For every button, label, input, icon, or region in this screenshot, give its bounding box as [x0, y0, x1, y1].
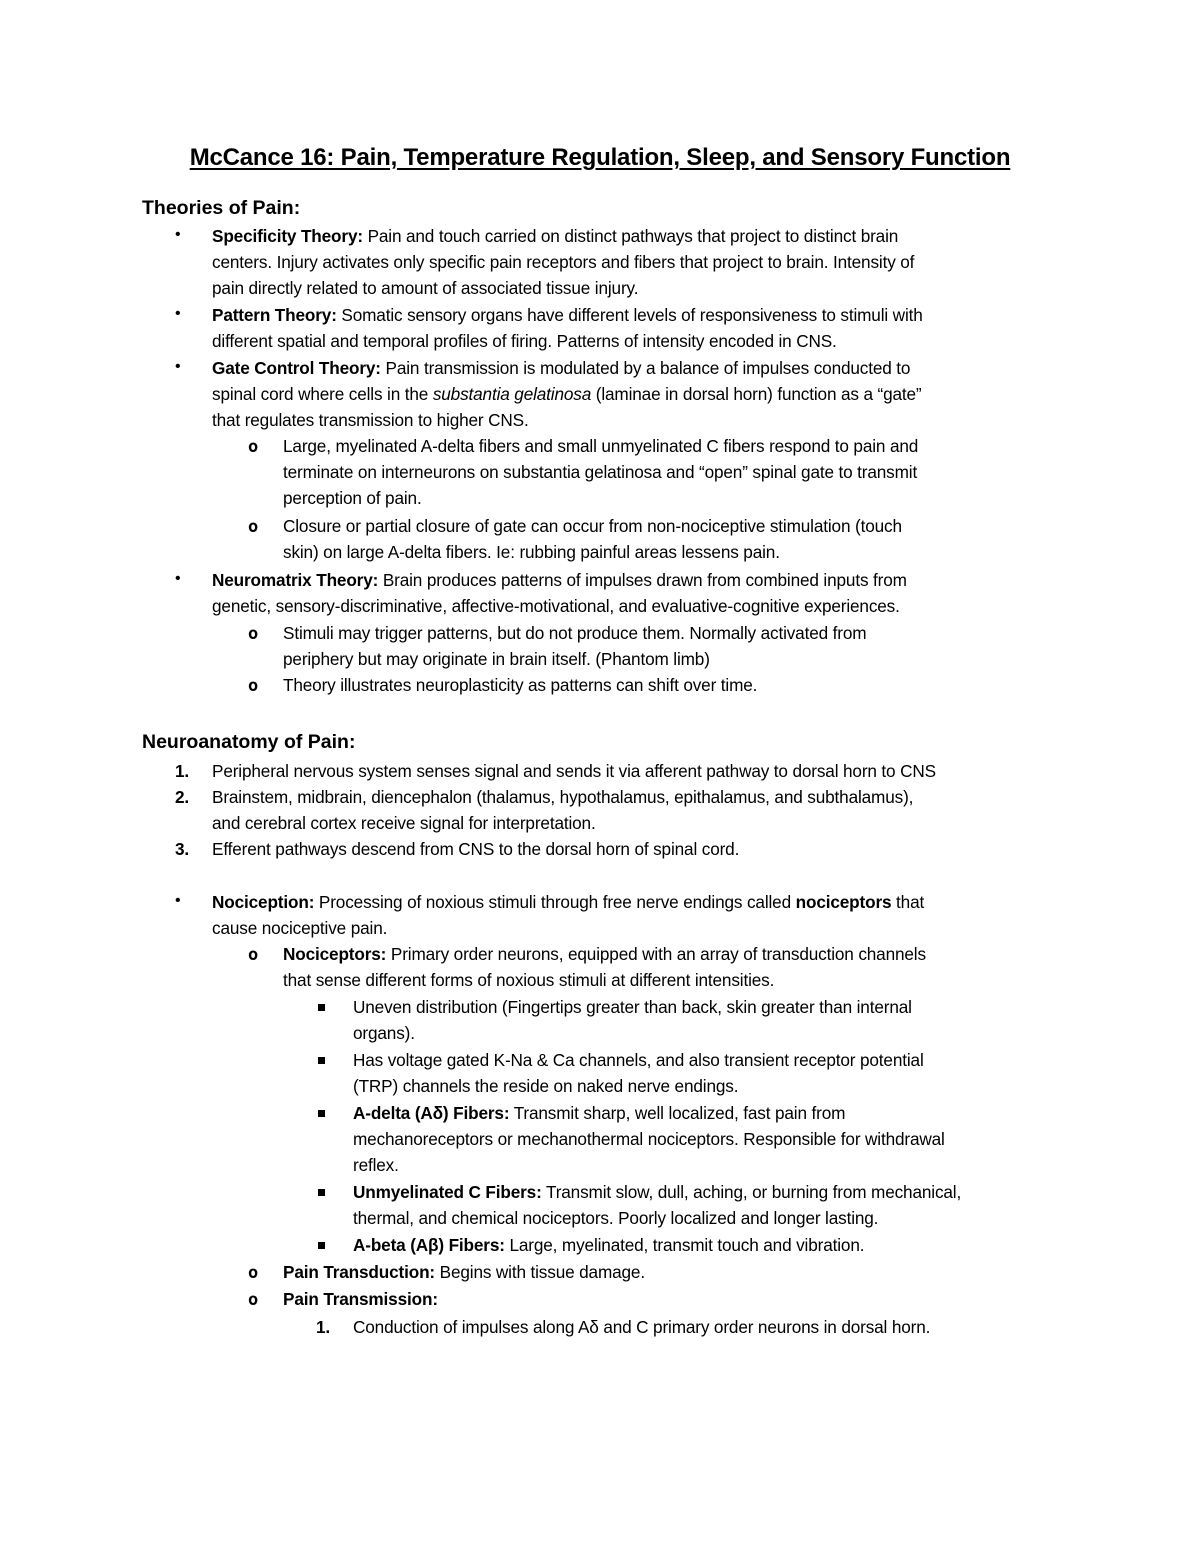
- nociceptors-line-2: that sense different forms of noxious stimuli at different intensities.: [283, 970, 775, 990]
- nociceptors-label: Nociceptors:: [283, 944, 387, 964]
- adelta-line-1: A-delta (Aδ) Fibers: Transmit sharp, well localized, fast pain from: [353, 1103, 846, 1123]
- gate-line-1: Gate Control Theory: Pain transmission is modulated by a balance of impulses conducted to: [212, 358, 911, 378]
- transmission-line-1: [283, 1286, 438, 1312]
- circle-marker: o: [248, 945, 259, 965]
- pattern-line-1: Pattern Theory: Somatic sensory organs have different levels of responsiveness to stimuli with: [212, 305, 923, 325]
- bullet-marker: •: [175, 226, 181, 243]
- document-title: McCance 16: Pain, Temperature Regulation, Sleep, and Sensory Function: [189, 144, 1011, 171]
- gate-line-2: spinal cord where cells in the substantia gelatinosa (laminae in dorsal horn) function as a “gate”: [212, 384, 922, 404]
- bullet-marker: •: [175, 892, 181, 909]
- nociceptors-line-1: Nociceptors: Primary order neurons, equipped with an array of transduction channels: [283, 944, 926, 964]
- adelta-line-3: reflex.: [353, 1155, 399, 1175]
- circle-marker: o: [248, 437, 259, 457]
- pattern-label: Pattern Theory:: [212, 305, 337, 325]
- cfiber-line-2: thermal, and chemical nociceptors. Poorly localized and longer lasting.: [353, 1208, 879, 1228]
- list-number: 1.: [175, 761, 190, 781]
- neuroanatomy-item-1: Peripheral nervous system senses signal and sends it via afferent pathway to dorsal horn to CNS: [212, 761, 936, 781]
- abeta-label: A-beta (Aβ) Fibers:: [353, 1235, 505, 1255]
- adelta-label: A-delta (Aδ) Fibers:: [353, 1103, 510, 1123]
- gate-line-3: that regulates transmission to higher CNS.: [212, 410, 529, 430]
- neuroanatomy-item-3: Efferent pathways descend from CNS to the dorsal horn of spinal cord.: [212, 839, 740, 859]
- neuromatrix-sub1-line-2: periphery but may originate in brain itself. (Phantom limb): [283, 649, 710, 669]
- transmission-label: Pain Transmission:: [283, 1289, 438, 1309]
- neuromatrix-sub1-line-1: Stimuli may trigger patterns, but do not produce them. Normally activated from: [283, 623, 867, 643]
- voltage-line-2: (TRP) channels the reside on naked nerve endings.: [353, 1076, 739, 1096]
- transduction-line-1: Pain Transduction: Begins with tissue damage.: [283, 1262, 645, 1282]
- nociception-label: Nociception:: [212, 892, 315, 912]
- square-bullet: [318, 1242, 325, 1249]
- gate-sub1-line-2: terminate on interneurons on substantia gelatinosa and “open” spinal gate to transmit: [283, 462, 918, 482]
- abeta-line-1: A-beta (Aβ) Fibers: Large, myelinated, transmit touch and vibration.: [353, 1235, 865, 1255]
- neuromatrix-line-1: Neuromatrix Theory: Brain produces patterns of impulses drawn from combined inputs from: [212, 570, 907, 590]
- specificity-line-1: Specificity Theory: Pain and touch carried on distinct pathways that project to distinct brain: [212, 226, 899, 246]
- circle-marker: o: [248, 676, 259, 696]
- cfiber-line-1: Unmyelinated C Fibers: Transmit slow, dull, aching, or burning from mechanical,: [353, 1182, 962, 1202]
- list-number: 3.: [175, 839, 190, 859]
- specificity-line-2: centers. Injury activates only specific pain receptors and fibers that project to brain. Intensity of: [212, 252, 915, 272]
- neuroanatomy-item-2-line-2: and cerebral cortex receive signal for interpretation.: [212, 813, 596, 833]
- neuroanatomy-heading: Neuroanatomy of Pain:: [142, 731, 356, 753]
- cfiber-label: Unmyelinated C Fibers:: [353, 1182, 542, 1202]
- neuromatrix-line-2: genetic, sensory-discriminative, affective-motivational, and evaluative-cognitive experiences.: [212, 596, 900, 616]
- nociception-line-1: Nociception: Processing of noxious stimuli through free nerve endings called nociceptors that: [212, 892, 925, 912]
- uneven-line-2: organs).: [353, 1023, 415, 1043]
- list-number: 1.: [316, 1317, 331, 1337]
- square-bullet: [318, 1057, 325, 1064]
- bullet-marker: •: [175, 358, 181, 375]
- square-bullet: [318, 1004, 325, 1011]
- theories-heading: Theories of Pain:: [142, 197, 301, 219]
- nociception-line-2: cause nociceptive pain.: [212, 918, 388, 938]
- transduction-label: Pain Transduction:: [283, 1262, 436, 1282]
- gate-sub2-line-1: Closure or partial closure of gate can occur from non-nociceptive stimulation (touch: [283, 516, 902, 536]
- circle-marker: o: [248, 1263, 259, 1283]
- specificity-line-3: pain directly related to amount of associated tissue injury.: [212, 278, 639, 298]
- specificity-label: Specificity Theory:: [212, 226, 363, 246]
- gate-label: Gate Control Theory:: [212, 358, 381, 378]
- square-bullet: [318, 1110, 325, 1117]
- bullet-marker: •: [175, 305, 181, 322]
- pattern-line-2: different spatial and temporal profiles of firing. Patterns of intensity encoded in CNS.: [212, 331, 837, 351]
- circle-marker: o: [248, 624, 259, 644]
- uneven-line-1: Uneven distribution (Fingertips greater than back, skin greater than internal: [353, 997, 912, 1017]
- circle-marker: o: [248, 1290, 259, 1310]
- bullet-marker: •: [175, 570, 181, 587]
- adelta-line-2: mechanoreceptors or mechanothermal nociceptors. Responsible for withdrawal: [353, 1129, 945, 1149]
- neuromatrix-label: Neuromatrix Theory:: [212, 570, 379, 590]
- gate-sub1-line-1: Large, myelinated A-delta fibers and small unmyelinated C fibers respond to pain and: [283, 436, 919, 456]
- list-number: 2.: [175, 787, 190, 807]
- circle-marker: o: [248, 517, 259, 537]
- gate-sub1-line-3: perception of pain.: [283, 488, 422, 508]
- square-bullet: [318, 1189, 325, 1196]
- transmission-item-1: Conduction of impulses along Aδ and C primary order neurons in dorsal horn.: [353, 1317, 931, 1337]
- neuromatrix-sub2-line-1: Theory illustrates neuroplasticity as patterns can shift over time.: [283, 675, 758, 695]
- voltage-line-1: Has voltage gated K-Na & Ca channels, and also transient receptor potential: [353, 1050, 924, 1070]
- neuroanatomy-item-2-line-1: Brainstem, midbrain, diencephalon (thalamus, hypothalamus, epithalamus, and subthalamus),: [212, 787, 914, 807]
- gate-sub2-line-2: skin) on large A-delta fibers. Ie: rubbing painful areas lessens pain.: [283, 542, 780, 562]
